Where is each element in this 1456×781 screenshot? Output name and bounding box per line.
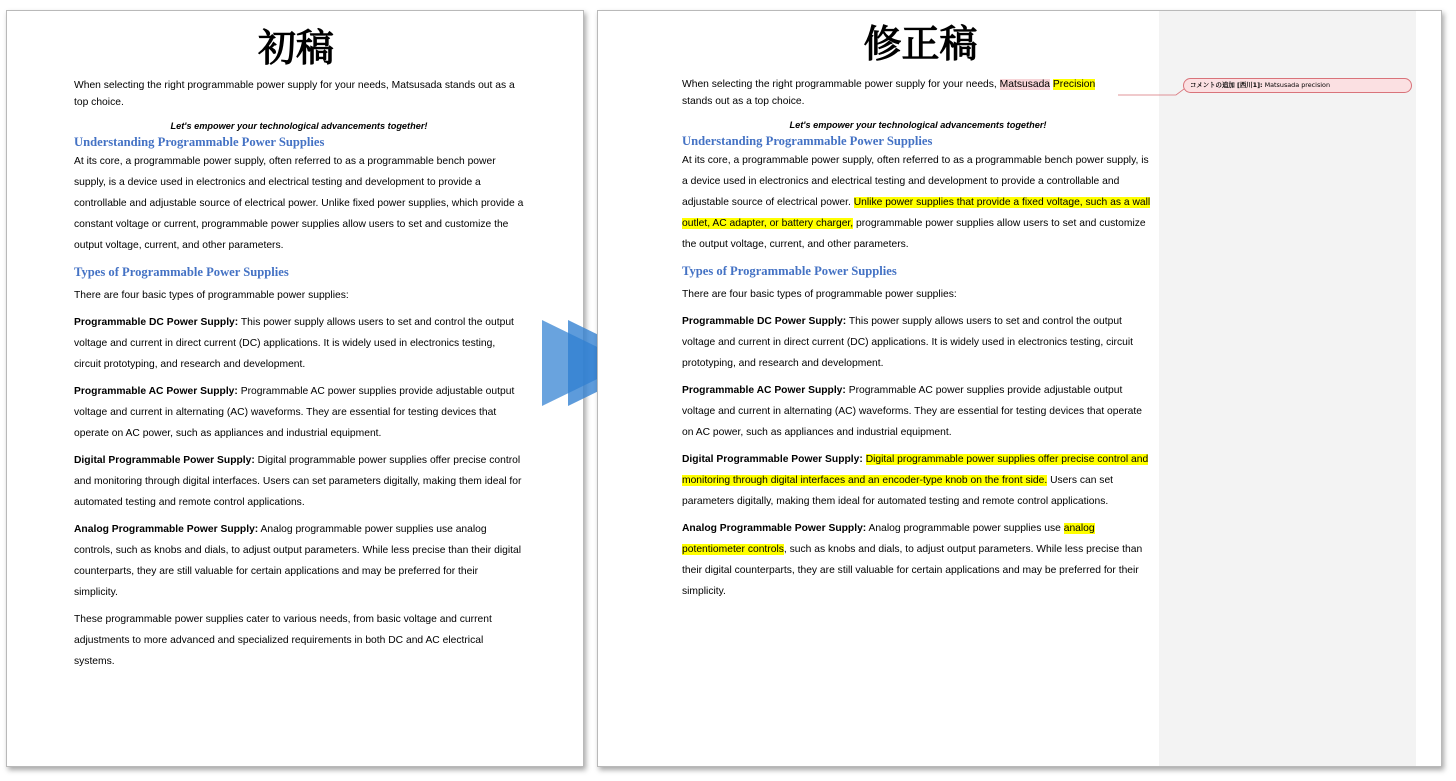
page-title-revised: 修正稿 [863,22,978,66]
inserted-text[interactable]: Precision [1052,79,1096,90]
highlighted-revision: Digital programmable power supplies offer precise control and monitoring through digital interfaces and an encoder-type knob on the front side. [682,454,1149,486]
comment-pane [1159,11,1416,766]
intro-text-a: When selecting the right programmable power supply for your needs, [682,79,1000,90]
paragraph-closing: These programmable power supplies cater to various needs, from basic voltage and current adjustments to more advanced and specialized requirements in both DC and AC electrical systems. [74,614,492,667]
paragraph-ac [74,381,524,444]
document-body [682,77,1154,608]
heading-types: Types of Programmable Power Supplies [682,264,897,278]
paragraph-dc [682,311,1154,374]
text-dc: This power supply allows users to set and control the output voltage and current in direct current (DC) applications. It is widely used in electronics testing, circuit prototyping, and research and development. [682,316,1133,369]
paragraph-analog [74,519,524,603]
comment-connector-line [1118,88,1184,96]
lead-analog: Analog Programmable Power Supply: [74,524,259,535]
heading-understanding: Understanding Programmable Power Supplies [74,135,325,149]
lead-dc: Programmable DC Power Supply: [682,316,847,327]
text-analog-a: Analog programmable power supplies use [866,523,1064,534]
lead-digital: Digital Programmable Power Supply: [682,454,863,465]
core-text-a: At its core, a programmable power supply, often referred to as a programmable bench power supply, is a device used in electronics and electrical testing and development to provide a controllable and adjustable source of electrical power. [682,155,1149,208]
highlighted-revision: analog potentiometer controls [682,523,1095,555]
tagline: Let's empower your technological advancements together! [789,120,1047,130]
intro-paragraph [682,77,1154,110]
lead-ac: Programmable AC Power Supply: [682,385,846,396]
paragraph-core: At its core, a programmable power supply, often referred to as a programmable bench power supply, is a device used in electronics and electrical testing and development to provide a controllable and adjustable source of electrical power. Unlike fixed power supplies, which provide a constant voltage or current, programmable power supplies allow users to set and customize the output voltage, current, and other parameters. [74,156,524,251]
highlighted-revision: Unlike power supplies that provide a fixed voltage, such as a wall outlet, AC adapter, or battery charger, [682,197,1151,229]
comment-text: Matsusada precision [1262,81,1331,89]
intro-text-b: stands out as a top choice. [682,95,805,107]
paragraph-digital [74,450,524,513]
lead-ac: Programmable AC Power Supply: [74,386,238,397]
paragraph-ac [682,380,1154,443]
text-ac: Programmable AC power supplies provide adjustable output voltage and current in alternating (AC) waveforms. They are essential for testing devices that operate on AC power, such as appliances and industrial equipment. [74,386,515,439]
text-ac: Programmable AC power supplies provide adjustable output voltage and current in alternating (AC) waveforms. They are essential for testing devices that operate on AC power, such as appliances and industrial equipment. [682,385,1142,438]
heading-types: Types of Programmable Power Supplies [74,265,289,279]
text-digital: Digital programmable power supplies offer precise control and monitoring through digital interfaces. Users can set parameters digitally, making them ideal for automated testing and remote control applications. [74,455,522,508]
text-analog-b: , such as knobs and dials, to adjust output parameters. While less precise than their digital counterparts, they are still valuable for certain applications and may be preferred for their simplicity. [682,544,1143,597]
lead-dc: Programmable DC Power Supply: [74,317,239,328]
comment-balloon[interactable] [1183,78,1412,93]
paragraph-analog [682,518,1154,602]
lead-analog: Analog Programmable Power Supply: [682,523,867,534]
paragraph-digital [682,449,1154,512]
lead-digital: Digital Programmable Power Supply: [74,455,255,466]
paragraph-core [682,150,1154,255]
comment-label: コメントの追加 [西川1]: [1190,81,1263,89]
revised-draft-page [597,10,1442,767]
text-dc: This power supply allows users to set and control the output voltage and current in direct current (DC) applications. It is widely used in electronics testing, circuit prototyping, and research and development. [74,317,514,370]
paragraph-types-intro: There are four basic types of programmable power supplies: [682,289,957,300]
core-text-b: programmable power supplies allow users to set and customize the output voltage, current, and other parameters. [682,218,1146,250]
paragraph-types-intro: There are four basic types of programmable power supplies: [74,290,349,301]
intro-paragraph: When selecting the right programmable power supply for your needs, Matsusada stands out as a top choice. [74,80,515,108]
heading-understanding: Understanding Programmable Power Supplies [682,134,933,148]
paragraph-dc [74,312,524,375]
deleted-text[interactable]: Matsusada [999,79,1051,90]
tagline: Let's empower your technological advancements together! [170,121,428,131]
original-draft-page [6,10,584,767]
text-analog: Analog programmable power supplies use analog controls, such as knobs and dials, to adjust output parameters. While less precise than their digital counterparts, they are still valuable for certain applications and may be preferred for their simplicity. [74,524,522,598]
document-body [74,78,524,678]
page-title-original: 初稿 [257,26,334,70]
text-digital-b: Users can set parameters digitally, making them ideal for automated testing and remote control applications. [682,475,1114,507]
